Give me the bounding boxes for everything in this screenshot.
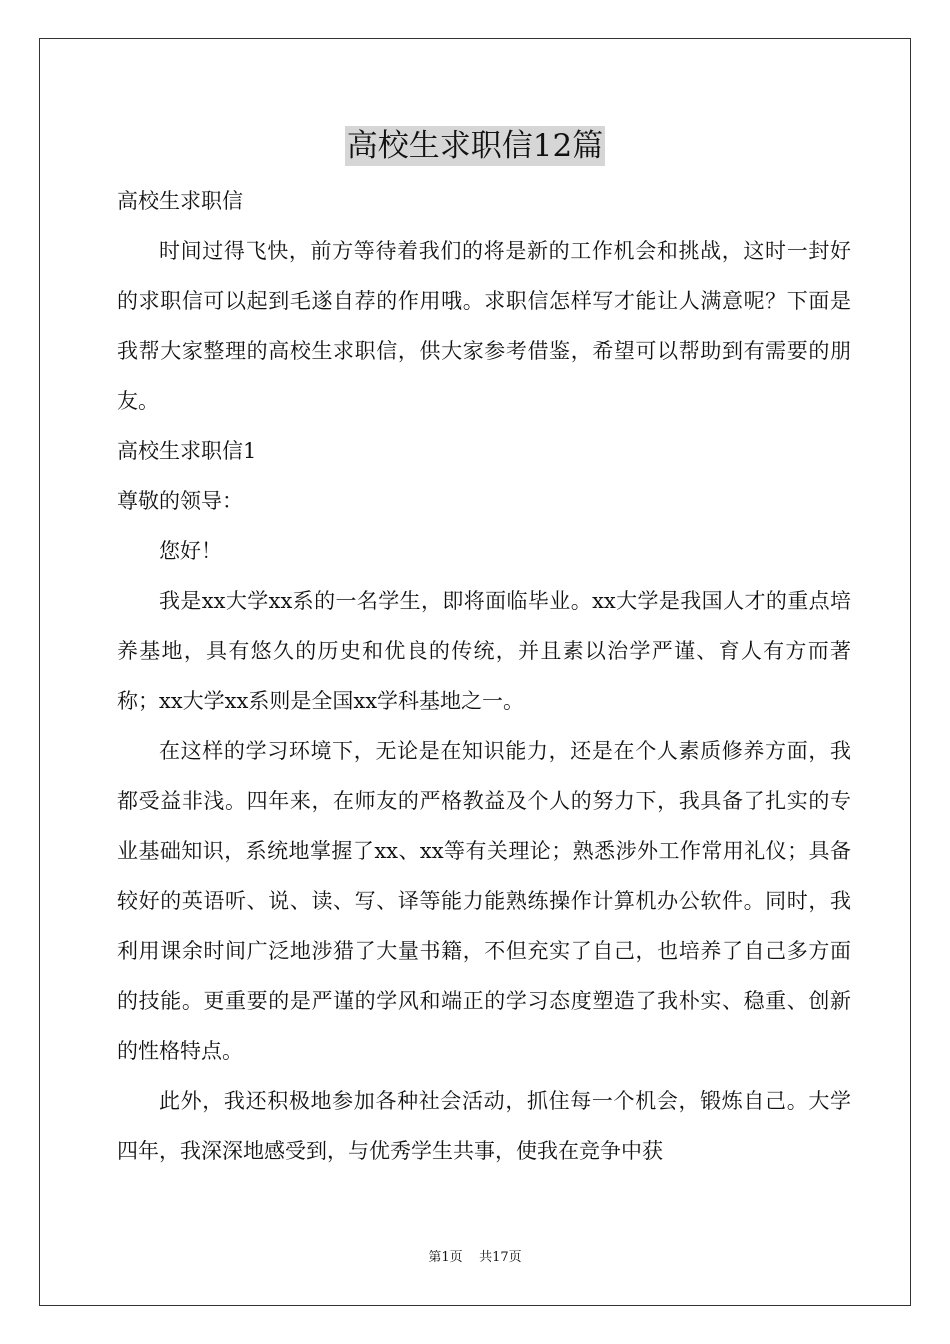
paragraph-salutation: 尊敬的领导：	[117, 489, 243, 513]
paragraph-greeting: 您好！	[159, 539, 222, 563]
paragraph-intro: 时间过得飞快，前方等待着我们的将是新的工作机会和挑战，这时一封好的求职信可以起到毛遂自荐的作用哦。求职信怎样写才能让人满意呢？下面是我帮大家整理的高校生求职信，供大家参考借鉴，希望可以帮助到有需要的朋友。	[117, 239, 851, 413]
page-number: 第1页	[428, 1250, 463, 1265]
document-body	[117, 176, 851, 1176]
page-footer	[0, 1250, 950, 1266]
paragraph-body: 此外，我还积极地参加各种社会活动，抓住每一个机会，锻炼自己。大学四年，我深深地感受到，与优秀学生共事，使我在竞争中获	[117, 1089, 851, 1163]
document-title: 高校生求职信12篇	[346, 128, 604, 164]
page-total: 共17页	[479, 1250, 522, 1265]
paragraph-letter-heading: 高校生求职信1	[117, 439, 257, 463]
paragraph-body: 在这样的学习环境下，无论是在知识能力，还是在个人素质修养方面，我都受益非浅。四年来，在师友的严格教益及个人的努力下，我具备了扎实的专业基础知识，系统地掌握了xx、xx等有关理论；熟悉涉外工作常用礼仪；具备较好的英语听、说、读、写、译等能力能熟练操作计算机办公软件。同时，我利用课余时间广泛地涉猎了大量书籍，不但充实了自己，也培养了自己多方面的技能。更重要的是严谨的学风和端正的学习态度塑造了我朴实、稳重、创新的性格特点。	[117, 739, 851, 1063]
title-container	[0, 126, 950, 166]
paragraph-body: 我是xx大学xx系的一名学生，即将面临毕业。xx大学是我国人才的重点培养基地，具有悠久的历史和优良的传统，并且素以治学严谨、育人有方而著称；xx大学xx系则是全国xx学科基地之一。	[117, 589, 851, 713]
paragraph-heading: 高校生求职信	[117, 189, 243, 213]
